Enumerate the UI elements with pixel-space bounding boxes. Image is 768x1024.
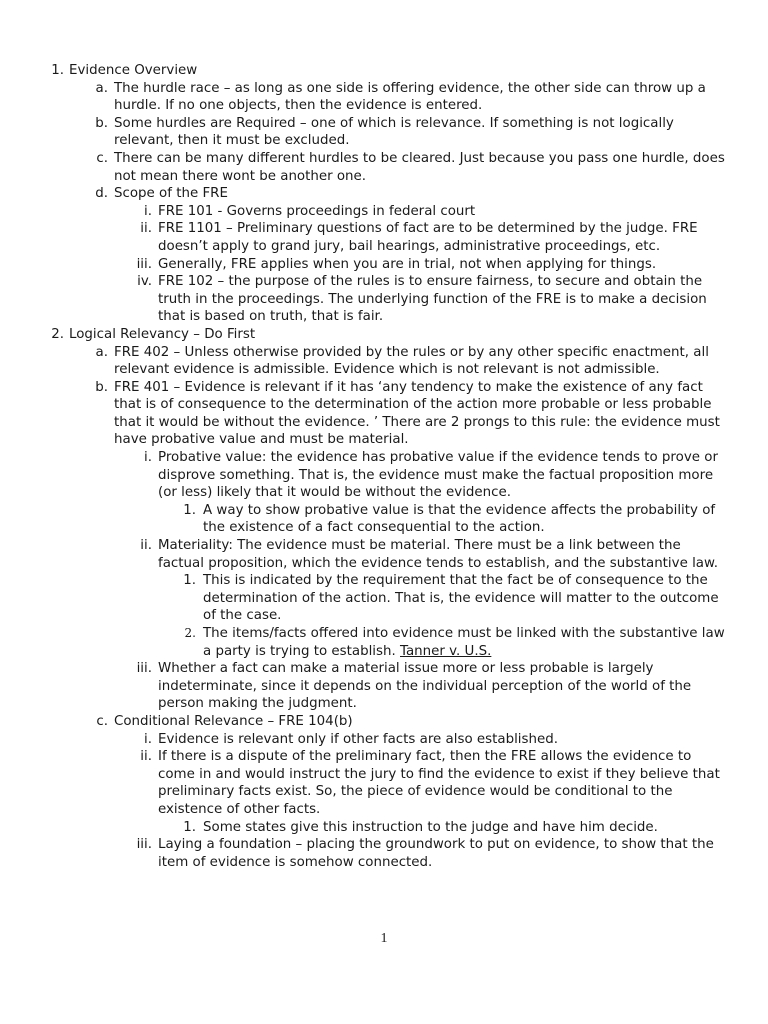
outline-item-level-1: [0, 62, 768, 80]
outline-item-level-3: [0, 731, 768, 749]
item-number: iv.: [137, 274, 152, 290]
item-body-text: Scope of the FRE: [114, 186, 228, 202]
item-number: 2.: [184, 626, 196, 640]
item-number: 1.: [183, 819, 196, 835]
page-number: 1: [380, 931, 388, 946]
item-text: [158, 449, 728, 502]
item-text: [114, 80, 728, 115]
item-text: [158, 256, 728, 274]
item-body-text: FRE 402 – Unless otherwise provided by the rules or by any other specific enactment, all relevant evidence is admissible. Evidence which is not relevant is not admissible.: [114, 344, 709, 378]
item-text: [158, 731, 728, 749]
item-body-text: FRE 102 – the purpose of the rules is to ensure fairness, to secure and obtain the truth in the proceedings. The underlying function of the FRE is to make a decision that is based on truth, that is fair.: [158, 274, 707, 325]
outline-item-level-2: [0, 80, 768, 115]
item-body-text: Evidence Overview: [69, 63, 198, 78]
item-number: iii.: [136, 661, 152, 677]
item-text: [114, 713, 728, 731]
item-text: [114, 379, 728, 449]
outline-item-level-3: [0, 836, 768, 871]
item-text: [203, 625, 728, 660]
outline-item-level-3: [0, 537, 768, 572]
item-number: iii.: [136, 837, 152, 853]
item-body-text: Materiality: The evidence must be material. There must be a link between the factual proposition, which the evidence tends to establish, and the substantive law.: [158, 538, 718, 571]
item-body-text: The hurdle race – as long as one side is offering evidence, the other side can throw up a hurdle. If no one objects, then the evidence is entered.: [114, 80, 706, 114]
item-number: iii.: [136, 256, 152, 272]
item-number: a.: [95, 344, 108, 360]
item-text: [203, 819, 728, 837]
outline-list: [0, 62, 768, 871]
item-text: [158, 660, 728, 713]
item-text: [158, 748, 728, 818]
outline-item-level-2: [0, 185, 768, 203]
item-body-text: Some hurdles are Required – one of which is relevance. If something is not logically relevant, then it must be excluded.: [114, 115, 674, 149]
outline-item-level-2: [0, 379, 768, 449]
outline-item-level-2: [0, 713, 768, 731]
item-number: c.: [96, 150, 108, 166]
item-body-text: Logical Relevancy – Do First: [69, 326, 256, 342]
outline-item-level-3: [0, 748, 768, 818]
item-body-text: Evidence is relevant only if other facts are also established.: [158, 731, 558, 747]
item-body-text: Some states give this instruction to the judge and have him decide.: [203, 819, 658, 835]
item-body-text: Probative value: the evidence has probative value if the evidence tends to prove or disprove something. That is, the evidence must make the factual proposition more (or less) likely that it would be without the evidence.: [158, 450, 718, 501]
item-number: b.: [95, 115, 108, 131]
item-text: [114, 344, 728, 379]
outline-item-level-3: [0, 449, 768, 502]
item-body-text: Generally, FRE applies when you are in trial, not when applying for things.: [158, 256, 657, 272]
item-text: [114, 185, 728, 203]
item-text: [158, 836, 728, 871]
outline-item-level-3: [0, 220, 768, 255]
item-text: [158, 273, 728, 326]
item-body-text: If there is a dispute of the preliminary fact, then the FRE allows the evidence to come in and would instruct the jury to find the evidence to exist if they believe that preliminary facts exist. So, the piece of evidence would be conditional to the existence of other facts.: [158, 749, 720, 817]
item-number: i.: [144, 203, 152, 219]
item-body-text: There can be many different hurdles to be cleared. Just because you pass one hurdle, does not mean there wont be another one.: [114, 150, 725, 184]
outline-item-level-3: [0, 256, 768, 274]
item-number: i.: [144, 731, 152, 747]
item-number: b.: [95, 379, 108, 395]
outline-item-level-2: [0, 344, 768, 379]
item-number: 1.: [183, 502, 196, 518]
item-text: [69, 62, 728, 80]
outline-item-level-4: [0, 572, 768, 625]
item-text: [69, 326, 728, 344]
item-text: [114, 150, 728, 185]
item-body-text: FRE 101 - Governs proceedings in federal court: [158, 203, 476, 219]
item-body-text: This is indicated by the requirement that the fact be of consequence to the determination of the action. That is, the evidence will matter to the outcome of the case.: [203, 573, 719, 624]
item-number: 1.: [51, 63, 64, 78]
outline-item-level-3: [0, 660, 768, 713]
item-body-text: Conditional Relevance – FRE 104(b): [114, 713, 353, 729]
outline-item-level-1: [0, 326, 768, 344]
item-body-text: Whether a fact can make a material issue more or less probable is largely indeterminate, since it depends on the individual perception of the world of the person making the judgment.: [158, 661, 692, 712]
item-number: c.: [96, 713, 108, 729]
item-text: [114, 115, 728, 150]
item-text: [203, 502, 728, 537]
item-text: [203, 572, 728, 625]
item-body-text: Laying a foundation – placing the groundwork to put on evidence, to show that the item of evidence is somehow connected.: [158, 837, 714, 870]
item-body-text: FRE 1101 – Preliminary questions of fact are to be determined by the judge. FRE doesn’t apply to grand jury, bail hearings, administrative proceedings, etc.: [158, 221, 698, 254]
outline-item-level-3: [0, 273, 768, 326]
item-number: ii.: [140, 221, 152, 237]
item-number: 2.: [51, 326, 64, 342]
outline-item-level-4: [0, 625, 768, 660]
item-number: a.: [95, 80, 108, 96]
outline-item-level-2: [0, 115, 768, 150]
item-number: ii.: [140, 749, 152, 765]
outline-item-level-3: [0, 203, 768, 221]
item-number: ii.: [140, 538, 152, 554]
item-body-text: FRE 401 – Evidence is relevant if it has ‘any tendency to make the existence of any fact that is of consequence to the determination of the action more probable or less probable that it would be without the evidence. ’ There are 2 prongs to this rule: the evidence must have probative value and must be material.: [114, 379, 720, 448]
case-citation: Tanner v. U.S.: [400, 643, 492, 659]
item-text: [158, 203, 728, 221]
item-body-text: The items/facts offered into evidence must be linked with the substantive law a party is trying to establish.: [203, 626, 725, 659]
outline-item-level-2: [0, 150, 768, 185]
item-number: d.: [95, 186, 108, 202]
outline-item-level-4: [0, 502, 768, 537]
item-body-text: A way to show probative value is that the evidence affects the probability of the existence of a fact consequential to the action.: [203, 502, 716, 536]
item-text: [158, 220, 728, 255]
item-text: [158, 537, 728, 572]
item-number: i.: [144, 450, 152, 466]
item-number: 1.: [183, 573, 196, 589]
outline-item-level-4: [0, 819, 768, 837]
